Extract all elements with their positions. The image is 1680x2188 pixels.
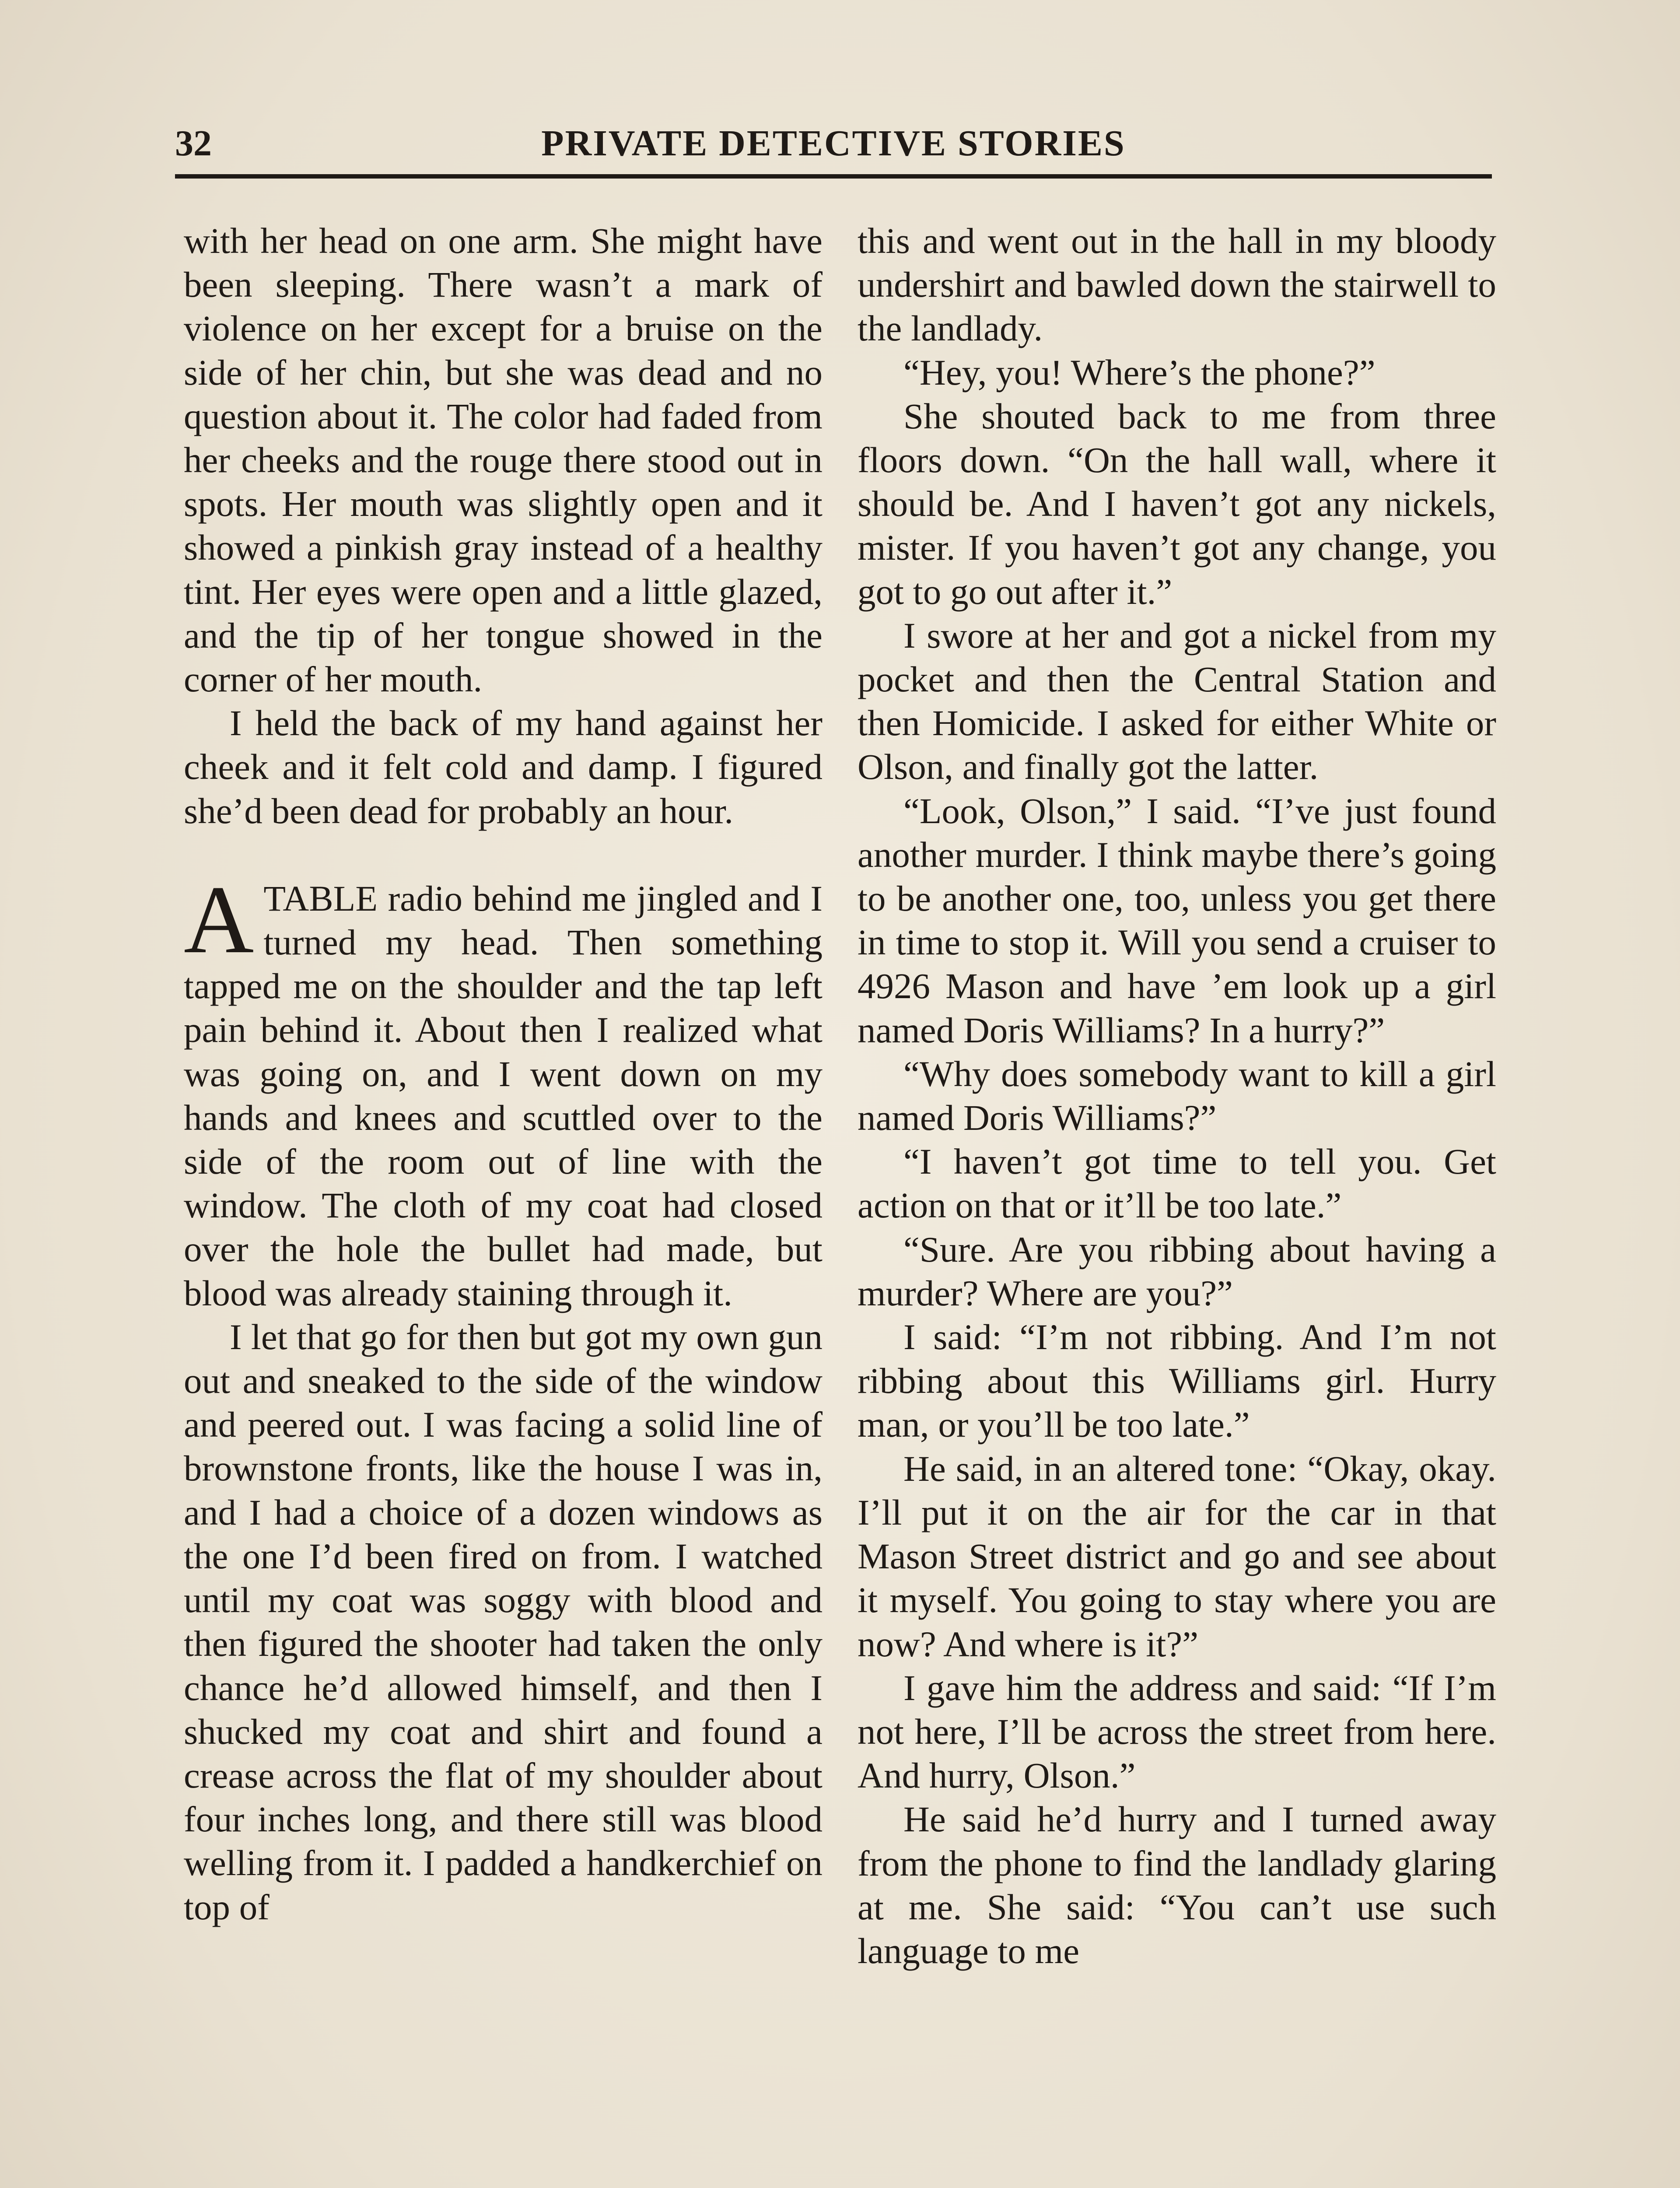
page-header xyxy=(175,117,1492,174)
page-number: 32 xyxy=(175,123,212,164)
paragraph: I said: “I’m not ribbing. And I’m not ribbing about this Williams girl. Hurry man, or you’ll be too late.” xyxy=(858,1317,1496,1445)
paragraph: I gave him the address and said: “If I’m not here, I’ll be across the street from here. And hurry, Olson.” xyxy=(858,1667,1496,1796)
running-title: PRIVATE DETECTIVE STORIES xyxy=(541,123,1126,164)
paragraph: with her head on one arm. She might have been sleeping. There wasn’t a mark of violence on her except for a bruise on the side of her chin, but she was dead and no question about it. The color had faded from her cheeks and the rouge there stood out in spots. Her mouth was slightly open and it showed a pinkish gray instead of a healthy tint. Her eyes were open and a little glazed, and the tip of her tongue showed in the corner of her mouth. xyxy=(184,221,822,700)
left-column xyxy=(184,219,822,1929)
paragraph: I swore at her and got a nickel from my pocket and then the Central Station and then Homicide. I asked for either White or Olson, and finally got the latter. xyxy=(858,615,1496,787)
paragraph: I held the back of my hand against her cheek and it felt cold and damp. I figured she’d been dead for probably an hour. xyxy=(184,703,822,831)
paragraph: He said he’d hurry and I turned away from the phone to find the landlady glaring at me. She said: “You can’t use such language to me xyxy=(858,1799,1496,1971)
paragraph-text: TABLE radio behind me jingled and I turned my head. Then something tapped me on the shoulder and the tap left pain behind it. About then I realized what was going on, and I went down on my hands and knees and scuttled over to the side of the room out of line with the window. The cloth of my coat had closed over the hole the bullet had made, but blood was already staining through it. xyxy=(184,878,822,1313)
drop-cap: A xyxy=(184,866,254,974)
paragraph: “Hey, you! Where’s the phone?” xyxy=(903,352,1376,393)
paragraph: “Look, Olson,” I said. “I’ve just found another murder. I think maybe there’s going to be another one, too, unless you get there in time to stop it. Will you send a cruiser to 4926 Mason and have ’em look up a girl named Doris Williams? In a hurry?” xyxy=(858,790,1496,1050)
right-column xyxy=(858,219,1496,1973)
paragraph: “Why does somebody want to kill a girl named Doris Williams?” xyxy=(858,1053,1496,1138)
paragraph-with-drop-cap xyxy=(184,866,822,1315)
paragraph: I let that go for then but got my own gun out and sneaked to the side of the window and peered out. I was facing a solid line of brownstone fronts, like the house I was in, and I had a choice of a dozen windows as the one I’d been fired on from. I watched until my coat was soggy with blood and then figured the shooter had taken the only chance he’d allowed himself, and then I shucked my coat and shirt and found a crease across the flat of my shoulder about four inches long, and there still was blood welling from it. I padded a handkerchief on top of xyxy=(184,1316,822,1927)
paragraph: “I haven’t got time to tell you. Get action on that or it’ll be too late.” xyxy=(858,1141,1496,1226)
paragraph: this and went out in the hall in my bloody undershirt and bawled down the stairwell to the landlady. xyxy=(858,221,1496,349)
paragraph: “Sure. Are you ribbing about having a murder? Where are you?” xyxy=(858,1229,1496,1313)
paragraph: He said, in an altered tone: “Okay, okay. I’ll put it on the air for the car in that Mason Street district and go and see about it myself. You going to stay where you are now? And where is it?” xyxy=(858,1448,1496,1664)
paragraph: She shouted back to me from three floors down. “On the hall wall, where it should be. And I haven’t got any nickels, mister. If you haven’t got any change, you got to go out after it.” xyxy=(858,396,1496,612)
header-rule xyxy=(175,174,1492,179)
